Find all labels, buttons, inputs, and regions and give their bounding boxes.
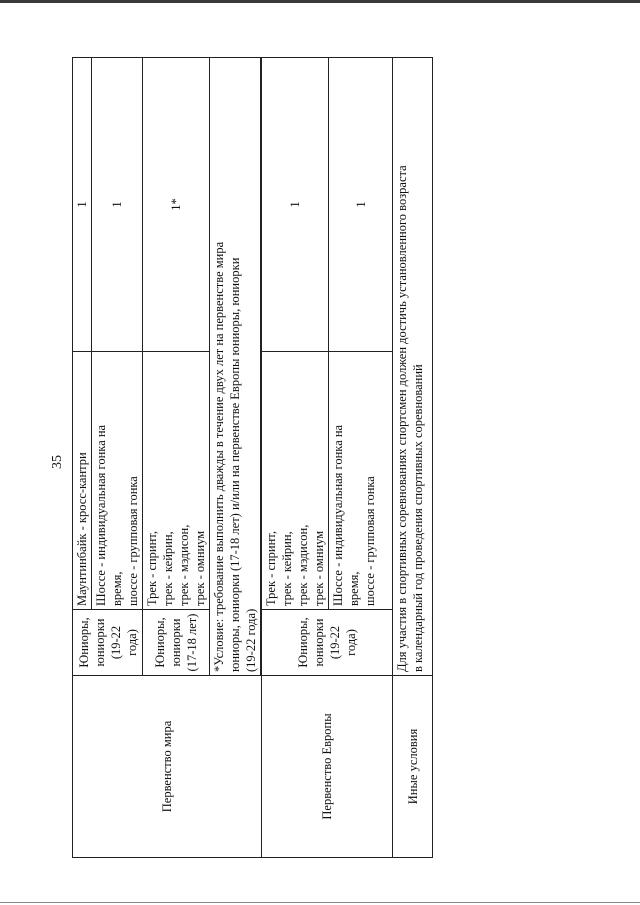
discipline-cell: Трек - спринт, трек - кейрин, трек - мэдисон, трек - омниум: [143, 352, 210, 610]
requirements-table: [72, 57, 433, 858]
count-cell: 1: [329, 58, 393, 352]
discipline-cell: Шоссе - индивидуальная гонка на время, шоссе - групповая гонка: [329, 352, 393, 610]
competition-europe: Первенство Европы: [262, 676, 393, 858]
other-conditions-text: Для участия в спортивных соревнованиях спортсмен должен достичь установленного возраста в календарный год проведения спортивных соревнований: [393, 58, 433, 676]
count-cell: 1: [92, 58, 143, 352]
discipline-cell: Шоссе - индивидуальная гонка на время, шоссе - групповая гонка: [92, 352, 143, 610]
page-number: 35: [50, 455, 65, 469]
discipline-cell: Трек - спринт, трек - кейрин, трек - мэдисон, трек - омниум: [262, 352, 329, 610]
other-conditions-label: Иные условия: [393, 676, 433, 858]
age-cell: Юниоры, юниорки (19-22 года): [73, 610, 143, 676]
table-row: [393, 58, 433, 858]
condition-note: *Условие: требование выполнить дважды в течение двух лет на первенстве мира юниоры, юниорки (17-18 лет) и/или на первенстве Европы юниоры, юниорки (19-22 года): [210, 58, 261, 676]
age-cell: Юниоры, юниорки (19-22 года): [262, 610, 393, 676]
table-row: [73, 58, 92, 858]
competition-world: Первенство мира: [73, 676, 262, 858]
discipline-cell: Маунтинбайк - кросс-кантри: [73, 352, 92, 610]
count-cell: 1*: [143, 58, 210, 352]
count-cell: 1: [73, 58, 92, 352]
age-cell: Юниоры, юниорки (17-18 лет): [143, 610, 210, 676]
count-cell: 1: [262, 58, 329, 352]
scan-edge-bottom: [0, 902, 640, 903]
scan-edge-top: [0, 0, 640, 3]
rotated-table-container: [72, 58, 436, 858]
table-row: [262, 58, 329, 858]
